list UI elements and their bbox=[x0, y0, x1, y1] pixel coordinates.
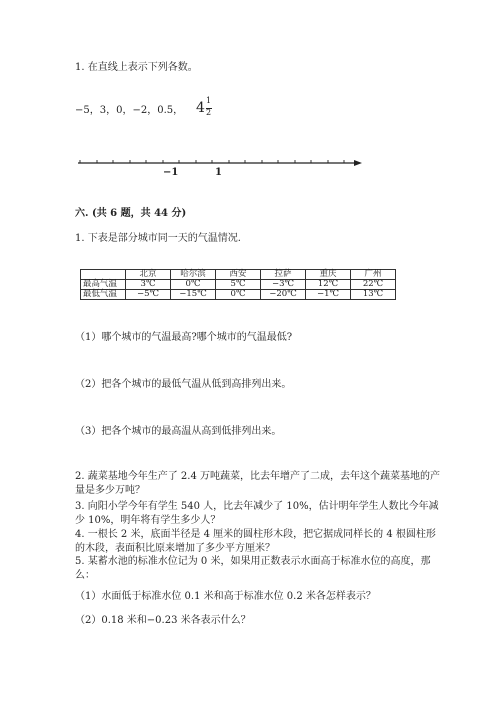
sub-question-2: （2）把各个城市的最低气温从低到高排列出来。 bbox=[75, 379, 292, 390]
problem-5-sub-2: （2）0.18 米和−0.23 米各表示什么？ bbox=[75, 615, 251, 626]
problem-5-sub-1: （1）水面低于标准水位 0.1 米和高于标准水位 0.2 米各怎样表示？ bbox=[75, 591, 376, 602]
section-6-heading: 六. (共 6 题，共 44 分) bbox=[75, 208, 187, 219]
problem-5: 5. 某蓄水池的标准水位记为 0 米，如果用正数表示水面高于标准水位的高度，那么： bbox=[75, 556, 431, 581]
table-cell: −1℃ bbox=[306, 290, 351, 300]
mixed-number-numerator: 1 bbox=[206, 96, 212, 105]
table-header-cell bbox=[81, 270, 126, 280]
table-cell: −3℃ bbox=[261, 280, 306, 290]
problem-3: 3. 向阳小学今年有学生 540 人，比去年减少了 10%，估计明年学生人数比今年减少 10%，明年将有学生多少人？ bbox=[75, 501, 439, 526]
table-header-cell: 重庆 bbox=[306, 270, 351, 280]
table-row bbox=[81, 280, 396, 290]
table-header-cell: 北京 bbox=[126, 270, 171, 280]
table-header-cell: 哈尔滨 bbox=[171, 270, 216, 280]
table-cell: 最高气温 bbox=[81, 280, 126, 290]
numbers-list: −5，3，0，−2，0.5， bbox=[75, 105, 184, 116]
table-cell: −5℃ bbox=[126, 290, 171, 300]
table-cell: −20℃ bbox=[261, 290, 306, 300]
number-line-arrow bbox=[354, 160, 362, 166]
table-cell: 13℃ bbox=[351, 290, 396, 300]
table-cell: 5℃ bbox=[216, 280, 261, 290]
table-cell: 22℃ bbox=[351, 280, 396, 290]
table-header-cell: 广州 bbox=[351, 270, 396, 280]
table-question-intro: 1. 下表是部分城市同一天的气温情况. bbox=[75, 233, 241, 244]
table-header-cell: 西安 bbox=[216, 270, 261, 280]
table-cell: 最低气温 bbox=[81, 290, 126, 300]
table-header-cell: 拉萨 bbox=[261, 270, 306, 280]
number-line bbox=[0, 0, 500, 200]
problem-2: 2. 蔬菜基地今年生产了 2.4 万吨蔬菜，比去年增产了二成，去年这个蔬菜基地的产量是多少万吨？ bbox=[75, 471, 440, 496]
tick-label-pos1: 1 bbox=[215, 167, 222, 178]
table-cell: 3℃ bbox=[126, 280, 171, 290]
mixed-number-whole: 4 bbox=[196, 100, 205, 116]
table-header-row bbox=[81, 270, 396, 280]
table-cell: 12℃ bbox=[306, 280, 351, 290]
sub-question-3: （3）把各个城市的最高温从高到低排列出来。 bbox=[75, 426, 282, 437]
mixed-number-denominator: 2 bbox=[206, 108, 212, 117]
table-cell: 0℃ bbox=[171, 280, 216, 290]
sub-question-1: （1）哪个城市的气温最高?哪个城市的气温最低? bbox=[75, 332, 293, 343]
table-row bbox=[81, 290, 396, 300]
table-cell: −15℃ bbox=[171, 290, 216, 300]
problem-4: 4. 一根长 2 米，底面半径是 4 厘米的圆柱形木段，把它据成同样长的 4 根圆柱形的木段，表面积比原来增加了多少平方厘米？ bbox=[75, 529, 436, 554]
tick-label-neg1: −1 bbox=[163, 167, 179, 178]
question-1-title: 1. 在直线上表示下列各数。 bbox=[75, 62, 198, 73]
temperature-table bbox=[80, 269, 396, 300]
table-cell: 0℃ bbox=[216, 290, 261, 300]
